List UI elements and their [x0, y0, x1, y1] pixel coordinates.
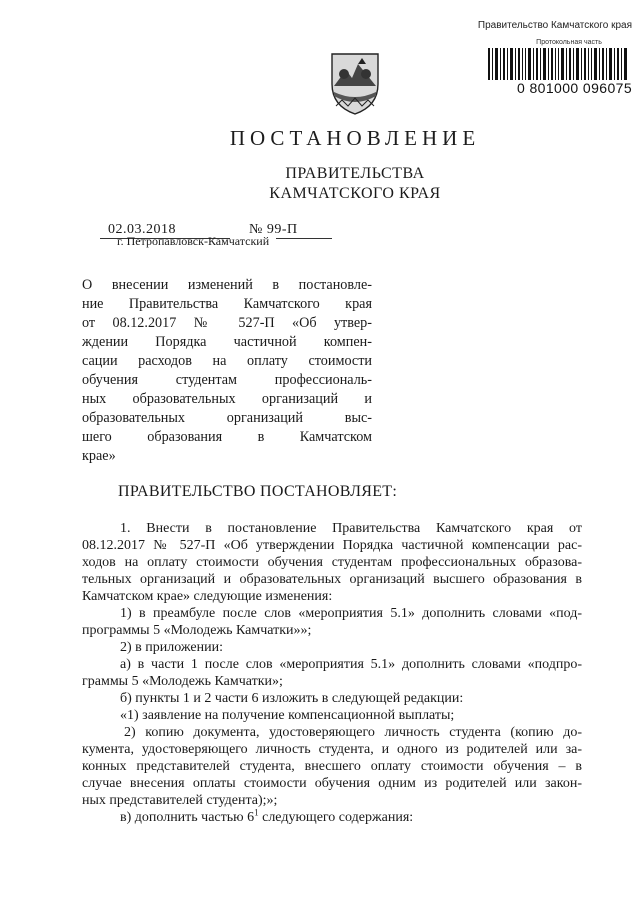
body-line: б) пункты 1 и 2 части 6 изложить в следующей редакции: [120, 691, 464, 706]
body-line [82, 809, 582, 826]
number-underline [276, 238, 332, 239]
body-text: в) дополнить частью 6 [120, 810, 255, 825]
subject-line: О внесении изменений в постановле- [82, 277, 372, 293]
subject-line: ных образовательных организаций и [82, 391, 372, 407]
authority-line-1: ПРАВИТЕЛЬСТВА [285, 165, 425, 182]
body-line: случае внесения оплаты стоимости обучения одним из родителей или закон- [82, 776, 582, 791]
resolution-heading: ПРАВИТЕЛЬСТВО ПОСТАНОВЛЯЕТ: [118, 483, 398, 500]
subject-block [82, 276, 372, 466]
superscript: 1 [254, 807, 259, 818]
body-line: «1) заявление на получение компенсационной выплаты; [120, 708, 455, 723]
body-text: следующего содержания: [258, 810, 414, 825]
body-line: тельных организаций и образовательных организаций высшего образования в [82, 572, 582, 587]
stamp-subtitle: Протокольная часть [536, 39, 602, 46]
coat-of-arms-icon [326, 50, 384, 116]
body-line: граммы 5 «Молодежь Камчатки»; [82, 674, 283, 689]
subject-line: сации расходов на оплату стоимости [82, 353, 372, 369]
body-line: кумента, удостоверяющего личность студента, и одного из родителей или за- [82, 742, 582, 757]
document-city: г. Петропавловск-Камчатский [117, 234, 270, 248]
body-line: 2) в приложении: [120, 640, 223, 655]
body-line: 2) копию документа, удостоверяющего личность студента (копию до- [124, 725, 582, 740]
document-date: 02.03.2018 [108, 222, 176, 237]
body-line: конных представителей студента, внесшего оплату стоимости обучения – в [82, 759, 582, 774]
subject-line: обучения студентам профессиональ- [82, 372, 372, 388]
body-line: 1. Внести в постановление Правительства Камчатского края от [120, 521, 582, 536]
body-line: 08.12.2017 № 527-П «Об утверждении Порядка частичной компенсации рас- [82, 538, 582, 553]
body-line: программы 5 «Молодежь Камчатки»»; [82, 623, 312, 638]
body-line: ных представителей студента);»; [82, 793, 278, 808]
barcode-number: 0 801000 096075 [517, 80, 632, 96]
subject-line: шего образования в Камчатском [82, 429, 372, 445]
body-line: ходов на оплату стоимости обучения студентам профессиональных образова- [82, 555, 582, 570]
authority-line-2: КАМЧАТСКОГО КРАЯ [269, 185, 441, 202]
subject-line: образовательных организаций выс- [82, 410, 372, 426]
subject-line: крае» [82, 448, 116, 464]
body-line: Камчатском крае» следующие изменения: [82, 589, 333, 604]
subject-line: ждении Порядка частичной компен- [82, 334, 372, 350]
document-body [82, 520, 582, 826]
subject-line: от 08.12.2017 № 527-П «Об утвер- [82, 315, 372, 331]
document-number: № 99-П [249, 222, 298, 237]
body-line: 1) в преамбуле после слов «мероприятия 5.1» дополнить словами «под- [120, 606, 582, 621]
stamp-title: Правительство Камчатского края [477, 20, 632, 31]
body-line: а) в части 1 после слов «мероприятия 5.1» дополнить словами «подпро- [120, 657, 582, 672]
subject-line: ние Правительства Камчатского края [82, 296, 372, 312]
document-type-heading: ПОСТАНОВЛЕНИЕ [229, 126, 481, 150]
